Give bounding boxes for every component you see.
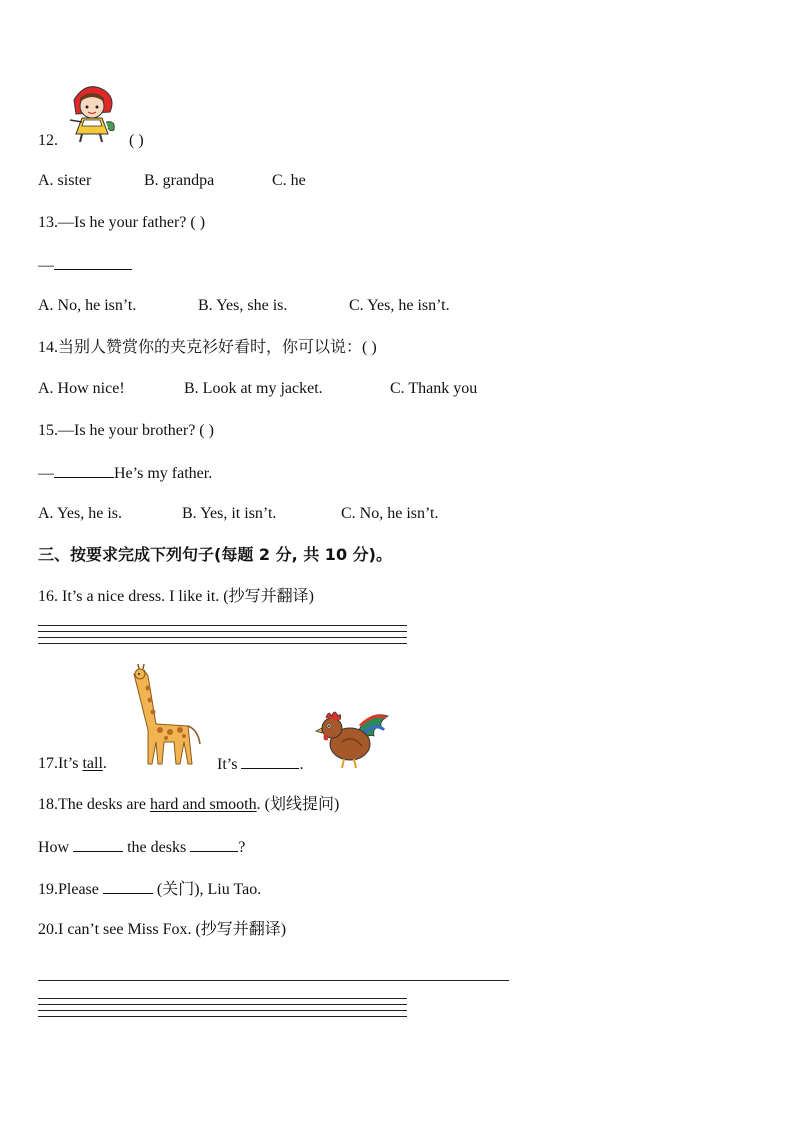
- underlined-phrase: hard and smooth: [149, 796, 257, 813]
- option-c: C. No, he isn’t.: [341, 505, 439, 522]
- question-12-number: 12.: [38, 132, 58, 149]
- question-16: 16. It’s a nice dress. I like it. (抄写并翻译): [38, 588, 314, 605]
- option-b: B. grandpa: [144, 172, 215, 189]
- answer-line-15: [38, 463, 212, 484]
- answer-paren: ( ): [129, 132, 144, 149]
- question-18-answer: [38, 837, 245, 858]
- answer-blank: [54, 463, 114, 478]
- question-17-second: [217, 754, 303, 775]
- option-b: B. Yes, she is.: [198, 297, 288, 314]
- answer-tail: He’s my father.: [114, 465, 213, 482]
- question-18-prefix: 18.The desks are: [38, 796, 150, 813]
- giraffe-icon: [126, 664, 206, 770]
- answer-blank-2: [190, 837, 238, 852]
- option-a: A. sister: [38, 172, 92, 189]
- question-15-options: [38, 504, 538, 524]
- question-mark: ?: [238, 839, 246, 856]
- question-18-suffix: . (划线提问): [256, 796, 340, 813]
- answer-blank: [103, 879, 153, 894]
- answer-blank-1: [73, 837, 123, 852]
- question-12: [38, 131, 144, 151]
- option-c: C. Thank you: [390, 380, 478, 397]
- question-17-suffix: .: [102, 755, 107, 772]
- question-19: [38, 879, 261, 900]
- second-suffix: .: [299, 756, 304, 773]
- question-17-prefix: 17.It’s: [38, 755, 83, 772]
- option-b: B. Look at my jacket.: [184, 380, 323, 397]
- dash: —: [38, 465, 54, 482]
- question-13-options: [38, 296, 538, 316]
- option-a: A. No, he isn’t.: [38, 297, 137, 314]
- rooster-icon: [312, 704, 392, 770]
- question-14: 14.当别人赞赏你的夹克衫好看时，你可以说：( ): [38, 339, 377, 356]
- option-c: C. Yes, he isn’t.: [349, 297, 450, 314]
- answer-blank: [241, 754, 299, 769]
- answer-line-13: [38, 255, 132, 276]
- how-word: How: [38, 839, 74, 856]
- second-prefix: It’s: [217, 756, 242, 773]
- question-18: [38, 795, 339, 815]
- writing-lines: [38, 998, 407, 1022]
- question-15: 15.—Is he your brother? ( ): [38, 422, 214, 439]
- option-a: A. How nice!: [38, 380, 125, 397]
- question-14-options: [38, 379, 538, 399]
- question-13: 13.—Is he your father? ( ): [38, 214, 206, 231]
- answer-blank: [54, 255, 132, 270]
- question-12-options: [38, 171, 538, 191]
- option-a: A. Yes, he is.: [38, 505, 123, 522]
- the-desks-text: the desks: [123, 839, 191, 856]
- question-19-suffix: (关门), Liu Tao.: [152, 881, 262, 898]
- underlined-word: tall: [82, 755, 103, 772]
- question-19-prefix: 19.Please: [38, 881, 103, 898]
- question-20: 20.I can’t see Miss Fox. (抄写并翻译): [38, 921, 287, 938]
- girl-red-hood-icon: [62, 80, 124, 146]
- writing-lines: [38, 625, 407, 649]
- section-heading: 三、按要求完成下列句子(每题 2 分, 共 10 分)。: [38, 545, 392, 564]
- long-writing-line: [38, 980, 509, 981]
- option-b: B. Yes, it isn’t.: [182, 505, 277, 522]
- option-c: C. he: [272, 172, 306, 189]
- dash: —: [38, 257, 54, 274]
- question-17: [38, 754, 107, 774]
